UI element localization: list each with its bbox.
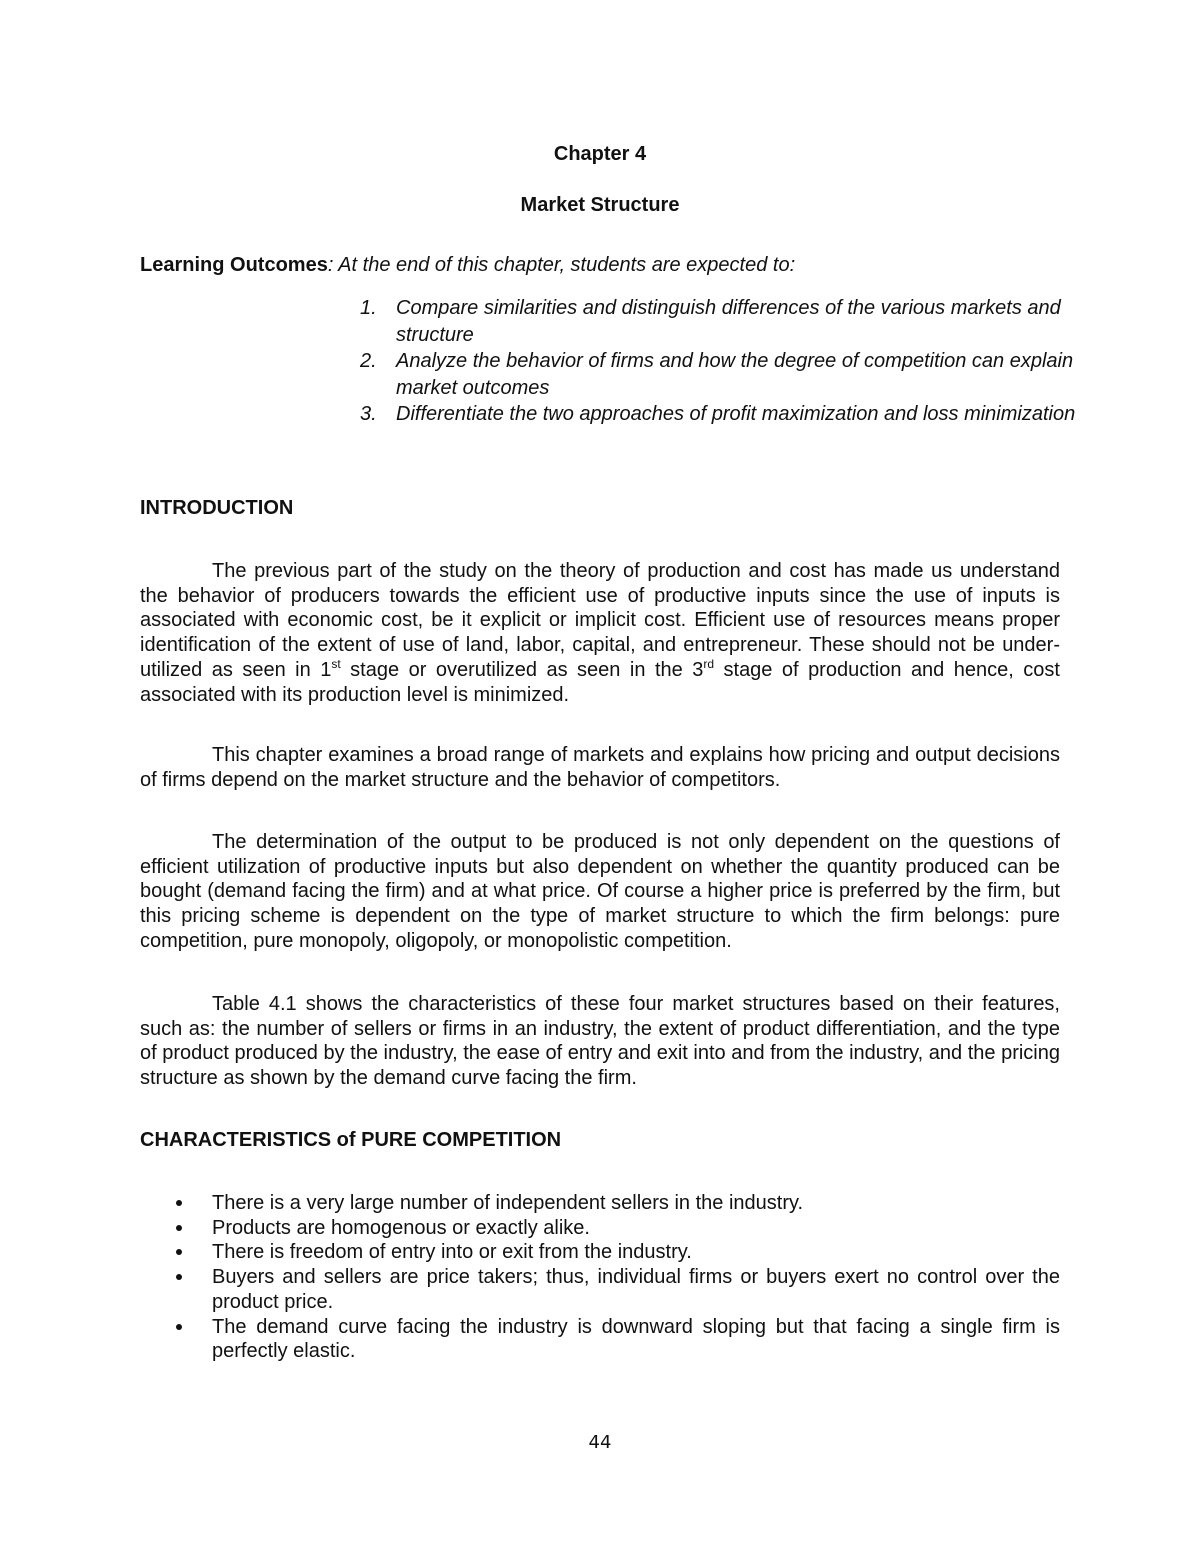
bullet-icon bbox=[176, 1324, 182, 1330]
p1-superscript-1: st bbox=[331, 656, 341, 671]
pure-competition-heading: CHARACTERISTICS of PURE COMPETITION bbox=[140, 1129, 562, 1151]
chapter-number: Chapter 4 bbox=[553, 143, 647, 165]
learning-outcomes-list bbox=[356, 295, 1076, 428]
bullet-icon bbox=[176, 1225, 182, 1231]
p1-text-c: stage of production and hence, cost associated with its production level is minimized. bbox=[140, 658, 1060, 706]
bullet-icon bbox=[176, 1249, 182, 1255]
outcome-item bbox=[356, 295, 1076, 348]
outcome-text: Compare similarities and distinguish differences of the various markets and structure bbox=[396, 297, 1061, 346]
list-item bbox=[140, 1265, 1060, 1314]
intro-paragraph-4: Table 4.1 shows the characteristics of these four market structures based on their features, such as: the number of sellers or firms in an industry, the extent of product differentiation, and the type of product produced by the industry, the ease of entry and exit into and from the industry, and the pricing structure as shown by the demand curve facing the firm. bbox=[140, 993, 1060, 1090]
list-item-text: The demand curve facing the industry is downward sloping but that facing a single firm is perfectly elastic. bbox=[212, 1315, 1060, 1363]
outcome-text: Analyze the behavior of firms and how the degree of competition can explain market outcomes bbox=[396, 350, 1074, 399]
outcome-item bbox=[356, 401, 1076, 428]
outcome-number: 3. bbox=[360, 403, 377, 425]
learning-outcomes-intro: : At the end of this chapter, students are expected to: bbox=[327, 254, 796, 276]
outcome-text: Differentiate the two approaches of profit maximization and loss minimization bbox=[396, 403, 1076, 425]
p1-text-a: The previous part of the study on the theory of production and cost has made us understand the behavior of producers towards the efficient use of productive inputs since the use of inputs is associated with economic cost, be it explicit or implicit cost. Efficient use of resources means proper identification of the extent of use of land, labor, capital, and entrepreneur. These should not be under-utilized as seen in 1 bbox=[140, 560, 1060, 681]
p1-superscript-2: rd bbox=[703, 656, 715, 671]
list-item-text: Products are homogenous or exactly alike. bbox=[212, 1216, 590, 1239]
chapter-title: Market Structure bbox=[520, 194, 680, 216]
p1-text-b: stage or overutilized as seen in the 3 bbox=[340, 658, 704, 681]
introduction-heading: INTRODUCTION bbox=[140, 497, 294, 519]
list-item bbox=[140, 1216, 1060, 1241]
bullet-icon bbox=[176, 1274, 182, 1280]
outcome-number: 2. bbox=[360, 350, 377, 372]
intro-paragraph-2: This chapter examines a broad range of markets and explains how pricing and output decisions of firms depend on the market structure and the behavior of competitors. bbox=[140, 744, 1060, 791]
learning-outcomes-line bbox=[140, 254, 795, 277]
page-number: 44 bbox=[588, 1432, 612, 1453]
outcome-number: 1. bbox=[360, 297, 377, 319]
list-item-text: Buyers and sellers are price takers; thus, individual firms or buyers exert no control over the product price. bbox=[212, 1266, 1060, 1313]
list-item-text: There is a very large number of independent sellers in the industry. bbox=[212, 1192, 804, 1214]
list-item-text: There is freedom of entry into or exit from the industry. bbox=[212, 1241, 692, 1264]
bullet-icon bbox=[176, 1200, 182, 1206]
list-item bbox=[140, 1240, 1060, 1265]
list-item bbox=[140, 1191, 1060, 1216]
list-item bbox=[140, 1315, 1060, 1364]
outcome-item bbox=[356, 348, 1076, 401]
pure-competition-list bbox=[140, 1191, 1060, 1364]
learning-outcomes-label: Learning Outcomes bbox=[140, 254, 328, 276]
intro-paragraph-1 bbox=[140, 559, 1060, 707]
intro-paragraph-3: The determination of the output to be produced is not only dependent on the questions of efficient utilization of productive inputs but also dependent on whether the quantity produced can be bought (demand facing the firm) and at what price. Of course a higher price is preferred by the firm, but this pricing scheme is dependent on the type of market structure to which the firm belongs: pure competition, pure monopoly, oligopoly, or monopolistic competition. bbox=[140, 831, 1060, 952]
